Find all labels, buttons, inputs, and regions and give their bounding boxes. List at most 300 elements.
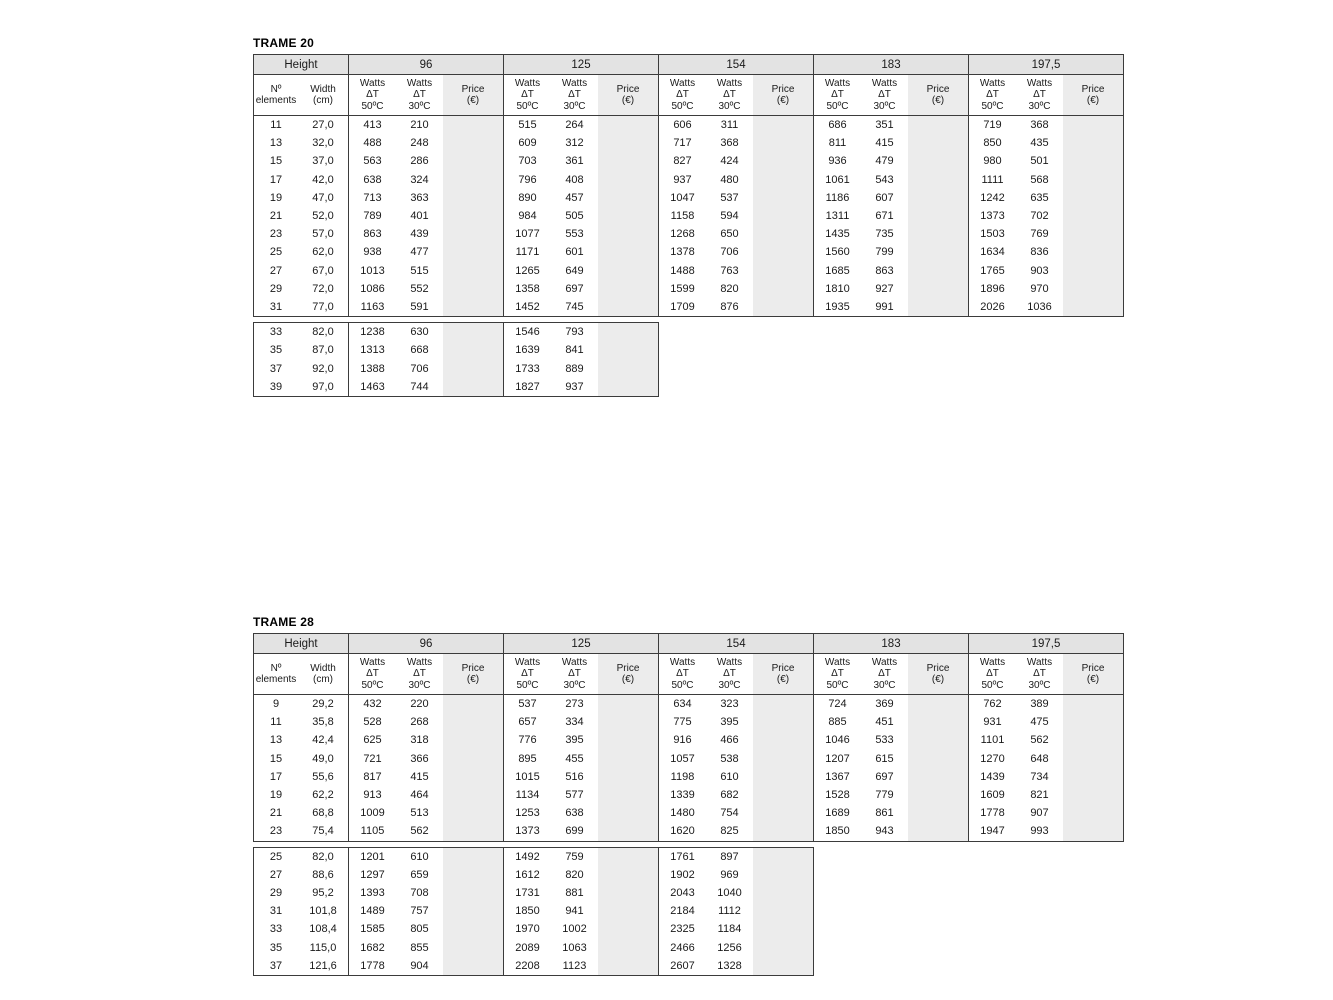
p-line2: (€) [621,95,635,106]
cell-w30: 863 [861,262,908,280]
p-line1: Price [616,83,640,95]
cell-w30: 821 [1016,786,1063,804]
table-row [254,189,1124,207]
cell-w30: 210 [396,116,443,135]
cell-w50: 1061 [814,171,862,189]
w-line2: ΔT [366,668,379,680]
cell-price [753,225,814,243]
cell-elements: 31 [254,902,299,920]
cell-w50: 432 [349,695,397,714]
cell-elements: 25 [254,243,299,261]
subheader-elements-line2: elements [255,95,297,106]
cell-price [443,920,504,938]
cell-w50: 724 [814,695,862,714]
cell-w50: 721 [349,750,397,768]
p-line1: Price [461,662,485,674]
table-row [254,957,1124,976]
cell-w30: 876 [706,298,753,317]
subheader-price-197-5 [1063,75,1124,116]
cell-w30: 286 [396,152,443,170]
cell-price [1063,134,1124,152]
cell-w30: 273 [551,695,598,714]
cell-price [753,713,814,731]
cell-price [443,341,504,359]
cell-price [598,847,659,866]
cell-elements: 27 [254,866,299,884]
cell-width: 87,0 [298,341,349,359]
empty-area [814,920,1124,938]
cell-w30: 538 [706,750,753,768]
cell-w50: 1358 [504,280,552,298]
empty-area [814,884,1124,902]
cell-w50: 1709 [659,298,707,317]
sub-header-row [254,654,1124,695]
w-line2: ΔT [521,89,534,101]
cell-w50: 1689 [814,804,862,822]
cell-w30: 825 [706,822,753,841]
cell-price [598,171,659,189]
w-line2: ΔT [676,89,689,101]
cell-w30: 1040 [706,884,753,902]
w-line3: 30ºC [408,100,431,112]
w-line3: 50ºC [671,679,694,691]
cell-price [908,786,969,804]
cell-price [908,804,969,822]
cell-elements: 29 [254,280,299,298]
cell-w50: 488 [349,134,397,152]
cell-price [1063,822,1124,841]
cell-w30: 697 [861,768,908,786]
cell-w50: 1827 [504,378,552,397]
cell-w30: 577 [551,786,598,804]
cell-elements: 13 [254,731,299,749]
cell-price [443,225,504,243]
w-line3: 30ºC [563,100,586,112]
cell-w30: 268 [396,713,443,731]
cell-w50: 1171 [504,243,552,261]
cell-price [908,207,969,225]
cell-w50: 1270 [969,750,1017,768]
cell-w50: 817 [349,768,397,786]
cell-price [753,866,814,884]
cell-w30: 779 [861,786,908,804]
cell-price [1063,280,1124,298]
cell-w50: 1480 [659,804,707,822]
w-line2: ΔT [413,668,426,680]
cell-width: 57,0 [298,225,349,243]
cell-price [753,134,814,152]
cell-w30: 697 [551,280,598,298]
cell-width: 35,8 [298,713,349,731]
cell-price [443,768,504,786]
cell-price [908,243,969,261]
w-line1: Watts [359,77,386,89]
cell-w30: 311 [706,116,753,135]
cell-w50: 1612 [504,866,552,884]
cell-w50: 1733 [504,359,552,377]
table-row [254,920,1124,938]
cell-price [443,378,504,397]
subheader-watts50-125 [504,75,552,116]
cell-width: 37,0 [298,152,349,170]
cell-w50: 1378 [659,243,707,261]
cell-elements: 37 [254,957,299,976]
block-title: TRAME 20 [253,36,314,50]
subheader-width [298,75,349,116]
cell-w50: 775 [659,713,707,731]
cell-w50: 1238 [349,323,397,342]
cell-w30: 969 [706,866,753,884]
cell-price [908,750,969,768]
cell-price [908,822,969,841]
cell-w30: 477 [396,243,443,261]
cell-w30: 897 [706,847,753,866]
cell-price [908,768,969,786]
cell-w50: 1057 [659,750,707,768]
w-line1: Watts [514,656,541,668]
cell-w30: 759 [551,847,598,866]
cell-w30: 744 [396,378,443,397]
w-line3: 50ºC [516,679,539,691]
table-row [254,341,1124,359]
cell-width: 82,0 [298,847,349,866]
table-row [254,225,1124,243]
cell-w30: 991 [861,298,908,317]
cell-w50: 1163 [349,298,397,317]
cell-w50: 1388 [349,359,397,377]
cell-w30: 479 [861,152,908,170]
cell-price [598,884,659,902]
cell-w50: 1639 [504,341,552,359]
subheader-elements [254,654,299,695]
cell-price [443,243,504,261]
cell-w30: 457 [551,189,598,207]
cell-w50: 1435 [814,225,862,243]
cell-elements: 17 [254,768,299,786]
p-line2: (€) [776,95,790,106]
w-line3: 30ºC [873,679,896,691]
cell-w50: 2466 [659,938,707,956]
cell-price [1063,152,1124,170]
subheader-price-125 [598,654,659,695]
cell-w30: 480 [706,171,753,189]
cell-w50: 713 [349,189,397,207]
w-line1: Watts [824,77,851,89]
cell-w30: 264 [551,116,598,135]
group-header-row [254,634,1124,654]
p-line2: (€) [621,674,635,685]
subheader-watts50-197-5 [969,75,1017,116]
cell-w50: 1620 [659,822,707,841]
cell-w50: 1970 [504,920,552,938]
cell-w30: 395 [551,731,598,749]
cell-price [753,262,814,280]
cell-price [598,713,659,731]
subheader-elements-line1: Nº [270,662,282,674]
cell-width: 42,0 [298,171,349,189]
cell-w50: 2089 [504,938,552,956]
cell-w30: 366 [396,750,443,768]
cell-price [598,298,659,317]
cell-w50: 1339 [659,786,707,804]
cell-price [443,713,504,731]
subheader-width-line2: (cm) [313,674,333,685]
cell-w50: 2607 [659,957,707,976]
cell-w30: 1123 [551,957,598,976]
cell-w50: 1902 [659,866,707,884]
cell-price [1063,768,1124,786]
cell-price [598,768,659,786]
cell-price [753,116,814,135]
cell-price [1063,225,1124,243]
cell-w30: 881 [551,884,598,902]
cell-elements: 15 [254,152,299,170]
cell-w30: 312 [551,134,598,152]
table-row [254,731,1124,749]
cell-w50: 1489 [349,902,397,920]
cell-w30: 1256 [706,938,753,956]
table-row [254,713,1124,731]
cell-w50: 1198 [659,768,707,786]
cell-price [908,134,969,152]
cell-w30: 248 [396,134,443,152]
cell-width: 52,0 [298,207,349,225]
cell-w30: 501 [1016,152,1063,170]
cell-price [598,750,659,768]
subheader-elements-line1: Nº [270,83,282,95]
cell-elements: 29 [254,884,299,902]
cell-price [1063,750,1124,768]
cell-w30: 475 [1016,713,1063,731]
w-line3: 30ºC [873,100,896,112]
cell-w30: 464 [396,786,443,804]
cell-price [598,359,659,377]
cell-w30: 562 [396,822,443,841]
cell-price [753,902,814,920]
w-line1: Watts [561,656,588,668]
cell-price [598,938,659,956]
cell-w50: 413 [349,116,397,135]
cell-price [443,152,504,170]
cell-w30: 401 [396,207,443,225]
cell-width: 97,0 [298,378,349,397]
cell-w30: 706 [396,359,443,377]
group-header-154: 154 [659,634,814,654]
cell-w30: 562 [1016,731,1063,749]
cell-w50: 1313 [349,341,397,359]
cell-w50: 936 [814,152,862,170]
cell-price [1063,243,1124,261]
w-line3: 50ºC [826,679,849,691]
subheader-watts30-183 [861,75,908,116]
cell-w30: 638 [551,804,598,822]
cell-w50: 703 [504,152,552,170]
table-row [254,323,1124,342]
cell-price [1063,298,1124,317]
group-header-197-5: 197,5 [969,634,1124,654]
table-row [254,750,1124,768]
subheader-price-183 [908,654,969,695]
w-line2: ΔT [831,668,844,680]
cell-w50: 1778 [969,804,1017,822]
cell-w30: 323 [706,695,753,714]
cell-price [1063,695,1124,714]
table-body [254,55,1124,397]
cell-price [598,243,659,261]
subheader-watts30-96 [396,75,443,116]
cell-w50: 796 [504,171,552,189]
cell-w30: 408 [551,171,598,189]
cell-w30: 543 [861,171,908,189]
cell-price [908,152,969,170]
cell-w50: 1492 [504,847,552,866]
cell-w50: 1268 [659,225,707,243]
cell-width: 115,0 [298,938,349,956]
cell-price [598,957,659,976]
w-line2: ΔT [878,89,891,101]
cell-w50: 1682 [349,938,397,956]
w-line1: Watts [406,656,433,668]
cell-price [1063,171,1124,189]
cell-elements: 23 [254,225,299,243]
p-line2: (€) [931,95,945,106]
cell-w50: 1778 [349,957,397,976]
w-line1: Watts [824,656,851,668]
cell-price [598,902,659,920]
w-line2: ΔT [676,668,689,680]
w-line1: Watts [871,77,898,89]
cell-price [753,171,814,189]
cell-w30: 610 [706,768,753,786]
cell-w30: 943 [861,822,908,841]
cell-price [753,884,814,902]
table-row [254,902,1124,920]
w-line1: Watts [669,656,696,668]
group-header-125: 125 [504,55,659,75]
cell-w50: 1009 [349,804,397,822]
w-line1: Watts [1026,77,1053,89]
cell-width: 101,8 [298,902,349,920]
cell-price [443,359,504,377]
cell-w50: 1850 [814,822,862,841]
cell-elements: 25 [254,847,299,866]
cell-w30: 799 [861,243,908,261]
w-line1: Watts [871,656,898,668]
cell-elements: 21 [254,207,299,225]
table-row [254,822,1124,841]
cell-price [1063,713,1124,731]
cell-elements: 33 [254,323,299,342]
subheader-watts50-183 [814,75,862,116]
cell-w30: 1184 [706,920,753,938]
cell-w50: 1186 [814,189,862,207]
cell-width: 62,2 [298,786,349,804]
cell-price [908,280,969,298]
w-line3: 50ºC [981,679,1004,691]
cell-w30: 970 [1016,280,1063,298]
table-row [254,804,1124,822]
cell-w30: 708 [396,884,443,902]
cell-w50: 1685 [814,262,862,280]
subheader-price-154 [753,654,814,695]
cell-w30: 793 [551,323,598,342]
w-line3: 50ºC [981,100,1004,112]
cell-price [753,957,814,976]
cell-w30: 805 [396,920,443,938]
w-line3: 30ºC [1028,100,1051,112]
cell-price [443,189,504,207]
subheader-price-154 [753,75,814,116]
cell-w50: 1201 [349,847,397,866]
trame-20-block [253,36,1124,397]
cell-w50: 827 [659,152,707,170]
cell-width: 95,2 [298,884,349,902]
cell-w30: 820 [706,280,753,298]
subheader-watts50-96 [349,654,397,695]
cell-price [753,731,814,749]
cell-w50: 606 [659,116,707,135]
table-row [254,280,1124,298]
cell-price [598,804,659,822]
subheader-width-line2: (cm) [313,95,333,106]
subheader-watts30-183 [861,654,908,695]
cell-w50: 1585 [349,920,397,938]
cell-elements: 17 [254,171,299,189]
cell-price [443,902,504,920]
cell-price [1063,116,1124,135]
cell-price [753,280,814,298]
cell-w30: 649 [551,262,598,280]
cell-width: 121,6 [298,957,349,976]
cell-elements: 33 [254,920,299,938]
cell-w30: 745 [551,298,598,317]
table-row [254,938,1124,956]
cell-price [443,847,504,866]
cell-w50: 863 [349,225,397,243]
cell-w30: 369 [861,695,908,714]
cell-w30: 668 [396,341,443,359]
cell-elements: 21 [254,804,299,822]
cell-price [908,225,969,243]
cell-w50: 1158 [659,207,707,225]
p-line1: Price [926,662,950,674]
cell-w30: 904 [396,957,443,976]
p-line1: Price [461,83,485,95]
cell-w30: 671 [861,207,908,225]
cell-w50: 850 [969,134,1017,152]
subheader-width [298,654,349,695]
cell-elements: 11 [254,713,299,731]
table-row [254,768,1124,786]
cell-width: 42,4 [298,731,349,749]
cell-w30: 220 [396,695,443,714]
group-header-183: 183 [814,634,969,654]
empty-area [659,323,1124,342]
cell-w30: 941 [551,902,598,920]
cell-w50: 1207 [814,750,862,768]
cell-w50: 1047 [659,189,707,207]
cell-w50: 1599 [659,280,707,298]
trame-28-block [253,615,1124,976]
cell-w30: 368 [1016,116,1063,135]
cell-width: 68,8 [298,804,349,822]
cell-w50: 717 [659,134,707,152]
w-line3: 30ºC [718,100,741,112]
cell-w30: 1063 [551,938,598,956]
empty-area [814,866,1124,884]
p-line2: (€) [776,674,790,685]
cell-w50: 625 [349,731,397,749]
